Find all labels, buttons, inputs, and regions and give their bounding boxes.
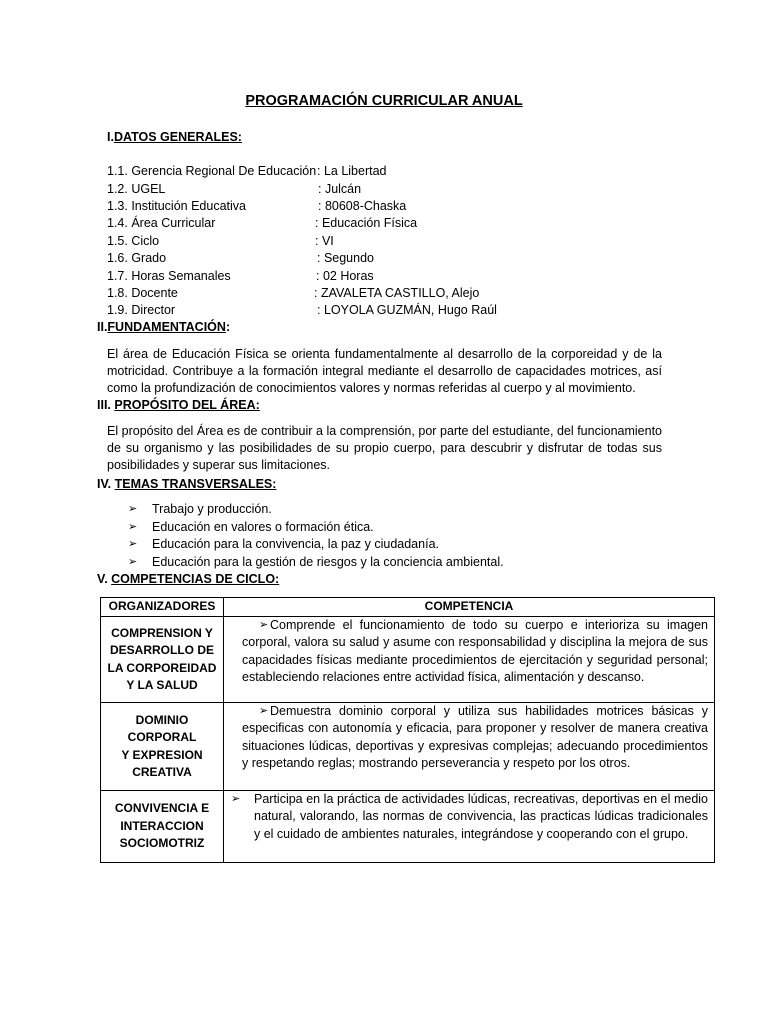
tema-text: Educación en valores o formación ética. xyxy=(152,519,374,534)
datos-row xyxy=(107,233,334,250)
organizador-line: Y EXPRESION xyxy=(121,747,203,762)
proposito-paragraph: El propósito del Área es de contribuir a la comprensión, por parte del estudiante, del funcionamiento de su organismo y las posibilidades de su propio cuerpo, para descubrir y disfrutar de todas sus posibilidades y superar sus limitaciones. xyxy=(107,424,662,473)
arrow-bullet-icon: ➢ xyxy=(128,555,138,568)
section-label: COMPETENCIAS DE CICLO: xyxy=(111,572,280,586)
datos-label: 1.8. Docente xyxy=(107,286,178,300)
competencia-description: Participa en la práctica de actividades lúdicas, recreativas, deportivas en el medio natural, valorando, las normas de convivencia, las practicas lúdicas tradicionales y el cuidado de ambientes naturales, integrándose y cooperando con el grupo. xyxy=(254,792,708,841)
competencia-text xyxy=(224,791,714,843)
datos-label: 1.7. Horas Semanales xyxy=(107,268,231,283)
datos-value: : Educación Física xyxy=(315,216,418,230)
table-row xyxy=(101,791,715,863)
datos-value: : LOYOLA GUZMÁN, Hugo Raúl xyxy=(317,303,497,317)
table-row xyxy=(101,703,715,791)
section-colon: : xyxy=(225,320,231,334)
list-item xyxy=(128,519,504,537)
tema-text: Educación para la gestión de riesgos y la conciencia ambiental. xyxy=(152,554,504,569)
arrow-bullet-icon: ➢ xyxy=(259,705,269,717)
datos-value: : La Libertad xyxy=(317,164,387,178)
datos-value: : 80608-Chaska xyxy=(318,199,407,213)
section-label: PROPÓSITO DEL ÁREA: xyxy=(114,398,260,412)
page-title: PROGRAMACIÓN CURRICULAR ANUAL xyxy=(245,93,523,109)
tema-text: Trabajo y producción. xyxy=(152,502,272,516)
datos-row xyxy=(107,268,374,285)
section-proposito-heading xyxy=(97,397,260,414)
arrow-bullet-icon: ➢ xyxy=(128,503,138,515)
datos-row xyxy=(107,302,497,319)
list-item xyxy=(128,554,504,572)
datos-row xyxy=(107,163,387,180)
arrow-bullet-icon: ➢ xyxy=(128,538,138,550)
list-item xyxy=(128,536,504,554)
tema-text: Educación para la convivencia, la paz y ciudadanía. xyxy=(152,537,439,551)
datos-label: 1.2. UGEL xyxy=(107,181,166,196)
datos-label: 1.5. Ciclo xyxy=(107,233,160,248)
organizador-line: DESARROLLO DE xyxy=(109,643,214,658)
arrow-bullet-icon: ➢ xyxy=(259,619,269,631)
datos-row xyxy=(107,198,407,215)
organizador-line: SOCIOMOTRIZ xyxy=(119,836,205,851)
datos-value: : VI xyxy=(315,233,334,248)
section-number: V. xyxy=(97,572,112,586)
competencia-cell xyxy=(224,617,715,703)
organizador-line: CORPORAL xyxy=(127,730,197,745)
organizador-line: COMPRENSION Y xyxy=(111,625,213,640)
competencias-table xyxy=(100,597,715,863)
organizador-cell xyxy=(101,791,224,863)
datos-label: 1.4. Área Curricular xyxy=(107,216,216,230)
organizador-line: CONVIVENCIA E xyxy=(114,801,210,816)
section-temas-heading xyxy=(97,476,276,493)
competencia-text xyxy=(224,617,714,687)
competencia-description: Comprende el funcionamiento de todo su cuerpo e interioriza su imagen corporal, valora su salud y asume con responsabilidad y disciplina la mejora de sus capacidades físicas mediante procedimientos de ejercitación y seguridad personal; estableciendo relaciones entre actividad física, alimentación y descanso. xyxy=(242,618,708,685)
organizador-line: Y LA SALUD xyxy=(126,677,198,692)
header-organizadores: ORGANIZADORES xyxy=(101,598,224,617)
table-row xyxy=(101,617,715,703)
datos-value: : 02 Horas xyxy=(316,268,374,283)
section-fundamentacion-heading xyxy=(97,319,230,336)
organizador-line: LA CORPOREIDAD xyxy=(107,660,217,675)
fundamentacion-paragraph: El área de Educación Física se orienta fundamentalmente al desarrollo de la corporeidad y de la motricidad. Contribuye a la formación integral mediante el desarrollo de capacidades motrices, así como la profundización de conocimientos valores y normas referidas al cuerpo y al movimiento. xyxy=(107,347,662,396)
datos-value: : ZAVALETA CASTILLO, Alejo xyxy=(314,286,480,300)
datos-row xyxy=(107,250,374,267)
organizador-line: INTERACCION xyxy=(120,818,204,833)
datos-row xyxy=(107,215,418,232)
datos-row xyxy=(107,181,362,198)
arrow-bullet-icon: ➢ xyxy=(231,793,241,805)
section-label: FUNDAMENTACIÓN xyxy=(107,320,226,334)
datos-value: : Segundo xyxy=(317,251,374,265)
arrow-bullet-icon: ➢ xyxy=(128,520,138,533)
section-datos-generales-heading xyxy=(107,129,242,146)
temas-list xyxy=(128,501,504,571)
datos-row xyxy=(107,285,480,302)
competencia-description: Demuestra dominio corporal y utiliza sus habilidades motrices básicas y especificas con autonomía y eficacia, para proponer y resolver de manera creativa situaciones lúdicas, deportivas y expresivas complejas; adecuando procedimientos y respetando reglas; mostrando perseverancia y respeto por los otros. xyxy=(242,704,708,771)
list-item xyxy=(128,501,504,519)
section-number: IV. xyxy=(97,477,115,491)
section-label: DATOS GENERALES: xyxy=(113,130,242,144)
competencia-text xyxy=(224,703,714,773)
organizador-line: DOMINIO xyxy=(135,712,189,727)
datos-label: 1.9. Director xyxy=(107,303,176,317)
datos-label: 1.1. Gerencia Regional De Educación xyxy=(107,164,317,178)
section-label: TEMAS TRANSVERSALES: xyxy=(114,477,277,491)
section-number: I. xyxy=(107,130,114,144)
section-competencias-heading xyxy=(97,571,279,588)
organizador-cell xyxy=(101,617,224,703)
organizador-line: CREATIVA xyxy=(132,764,192,779)
organizador-cell xyxy=(101,703,224,791)
datos-label: 1.3. Institución Educativa xyxy=(107,199,246,213)
competencia-cell xyxy=(224,791,715,863)
table-header-row xyxy=(101,598,715,617)
section-number: II. xyxy=(97,320,108,334)
section-number: III. xyxy=(97,398,115,412)
datos-label: 1.6. Grado xyxy=(107,251,167,265)
competencia-cell xyxy=(224,703,715,791)
datos-value: : Julcán xyxy=(318,181,362,196)
header-competencia: COMPETENCIA xyxy=(224,598,715,617)
